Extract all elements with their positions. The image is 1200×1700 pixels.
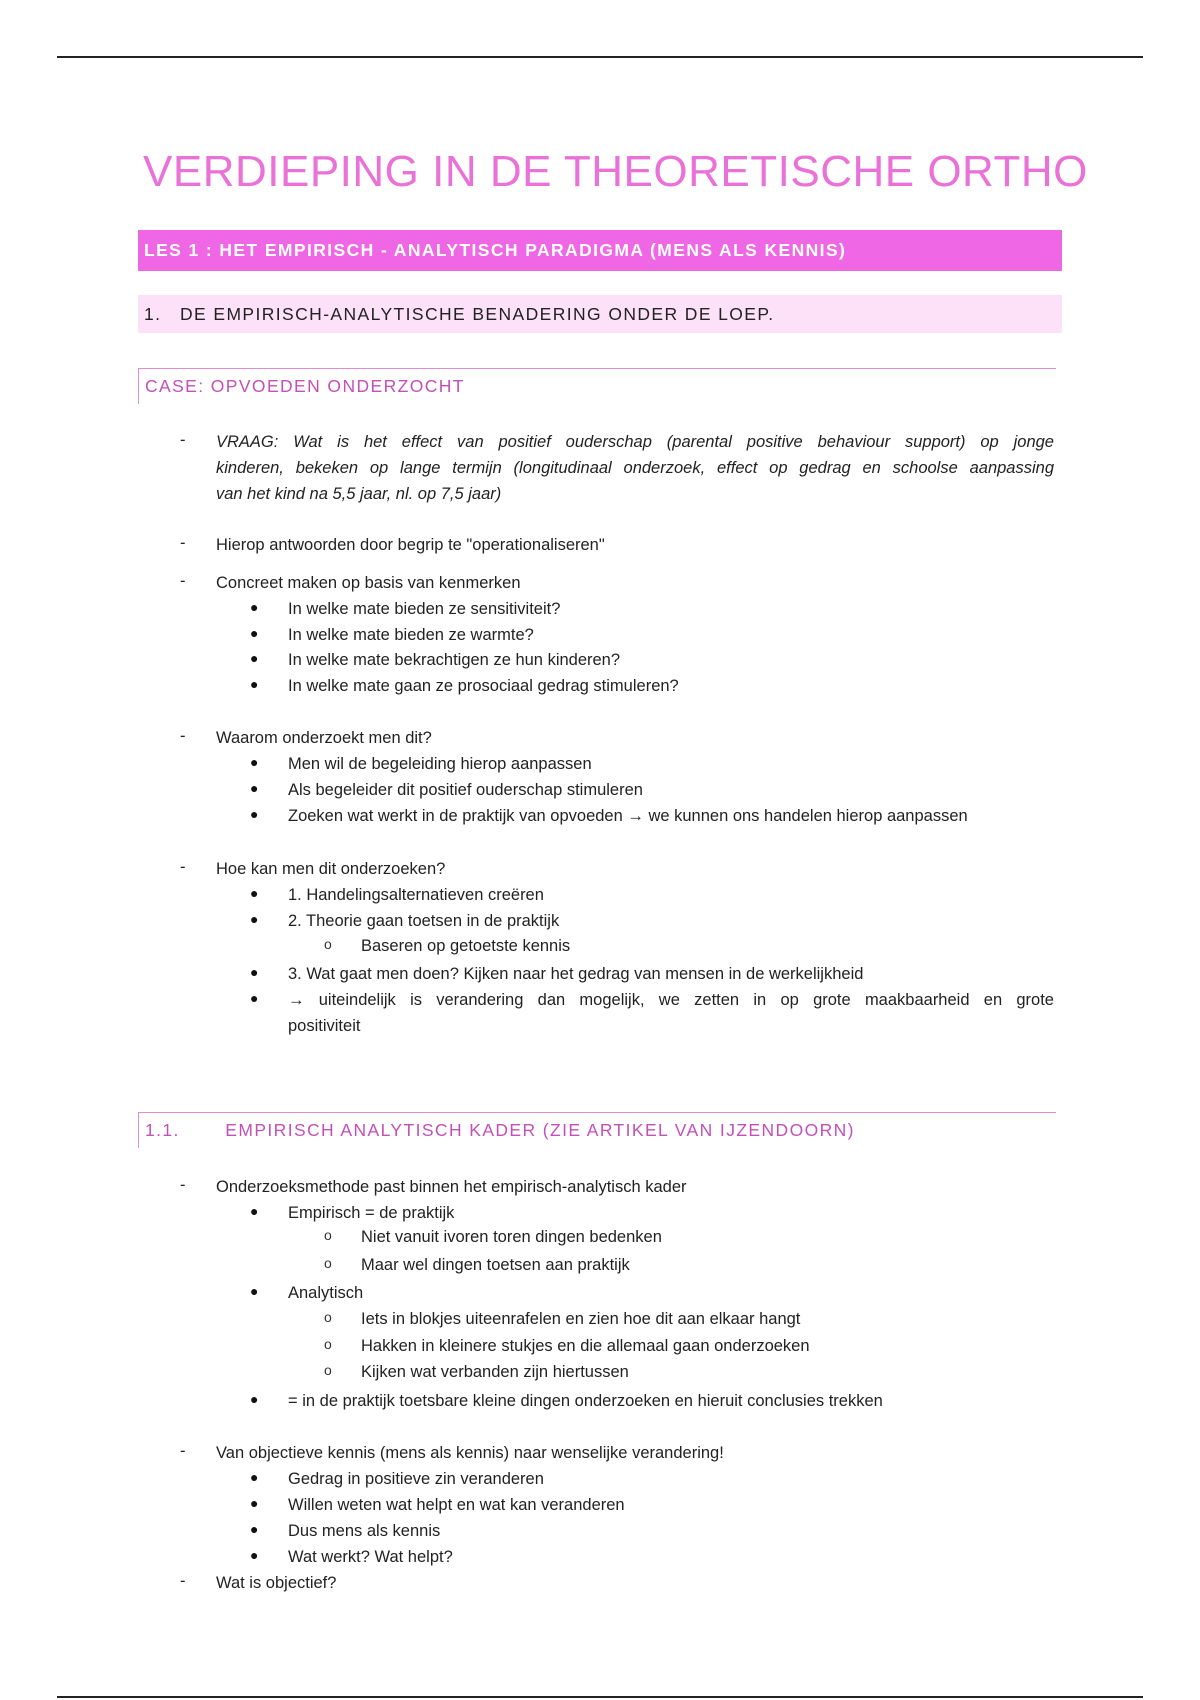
bullet-icon: ● [250, 911, 259, 927]
document-title: VERDIEPING IN DE THEORETISCHE ORTHO [143, 147, 1088, 196]
top-rule [57, 56, 1143, 58]
list-item: 3. Wat gaat men doen? Kijken naar het gedrag van mensen in de werkelijkheid [288, 965, 864, 983]
concreet-text: Concreet maken op basis van kenmerken [216, 574, 521, 592]
hoe-text: Hoe kan men dit onderzoeken? [216, 860, 446, 878]
list-item: Dus mens als kennis [288, 1522, 441, 1540]
dash-marker: - [180, 431, 186, 449]
list-item: Wat werkt? Wat helpt? [288, 1548, 453, 1566]
case-heading: CASE: OPVOEDEN ONDERZOCHT [138, 368, 1056, 404]
bullet-icon: ● [250, 885, 259, 901]
bullet-icon: ● [250, 676, 259, 692]
bullet-icon: ● [250, 1469, 259, 1485]
list-item: Willen weten wat helpt en wat kan veranderen [288, 1496, 625, 1514]
bullet-icon: ● [250, 780, 259, 796]
bullet-icon: ● [250, 1521, 259, 1537]
bullet-icon: ● [250, 1495, 259, 1511]
bullet-icon: ● [250, 990, 259, 1006]
dash-marker: - [180, 1176, 186, 1194]
bullet-icon: ● [250, 1283, 259, 1299]
waarom-text: Waarom onderzoekt men dit? [216, 729, 432, 747]
circle-bullet-icon: o [324, 1227, 332, 1243]
vraag-line-3: van het kind na 5,5 jaar, nl. op 7,5 jaar) [216, 485, 502, 503]
circle-bullet-icon: o [324, 936, 332, 952]
list-item: 1. Handelingsalternatieven creëren [288, 886, 544, 904]
les-heading: LES 1 : HET EMPIRISCH - ANALYTISCH PARADIGMA (MENS ALS KENNIS) [138, 230, 1062, 271]
sub-list-item: Baseren op getoetste kennis [361, 937, 571, 955]
list-item: Zoeken wat werkt in de praktijk van opvoeden → we kunnen ons handelen hierop aanpassen [288, 807, 968, 825]
objectief-text: Van objectieve kennis (mens als kennis) naar wenselijke verandering! [216, 1444, 724, 1462]
section-1-1-title: EMPIRISCH ANALYTISCH KADER (ZIE ARTIKEL VAN IJZENDOORN) [225, 1120, 855, 1140]
list-item: Empirisch = de praktijk [288, 1204, 455, 1222]
bullet-icon: ● [250, 964, 259, 980]
bullet-icon: ● [250, 1203, 259, 1219]
sub-list-item: Iets in blokjes uiteenrafelen en zien hoe dit aan elkaar hangt [361, 1310, 801, 1328]
onderzoeksmethode-text: Onderzoeksmethode past binnen het empirisch-analytisch kader [216, 1178, 687, 1196]
section-1-1-number: 1.1. [145, 1120, 180, 1140]
section-1-number: 1. [144, 303, 162, 324]
vraag-line-2: kinderen, bekeken op lange termijn (longitudinaal onderzoek, effect op gedrag en schoolse aanpassing [216, 459, 1054, 477]
list-item: Als begeleider dit positief ouderschap stimuleren [288, 781, 643, 799]
list-item: In welke mate bieden ze warmte? [288, 626, 534, 644]
bullet-icon: ● [250, 1391, 259, 1407]
sub-list-item: Hakken in kleinere stukjes en die allemaal gaan onderzoeken [361, 1337, 810, 1355]
bullet-icon: ● [250, 806, 259, 822]
list-item: In welke mate bekrachtigen ze hun kinderen? [288, 651, 621, 669]
dash-marker: - [180, 727, 186, 745]
sub-list-item: Kijken wat verbanden zijn hiertussen [361, 1363, 629, 1381]
list-item-continuation: positiviteit [288, 1017, 361, 1035]
circle-bullet-icon: o [324, 1336, 332, 1352]
bullet-icon: ● [250, 625, 259, 641]
dash-marker: - [180, 572, 186, 590]
wat-objectief-text: Wat is objectief? [216, 1574, 337, 1592]
list-item: Analytisch [288, 1284, 364, 1302]
list-item: Gedrag in positieve zin veranderen [288, 1470, 544, 1488]
hierop-text: Hierop antwoorden door begrip te "operationaliseren" [216, 536, 605, 554]
section-1-title: DE EMPIRISCH-ANALYTISCHE BENADERING ONDER DE LOEP. [180, 303, 775, 324]
bullet-icon: ● [250, 1547, 259, 1563]
sub-list-item: Maar wel dingen toetsen aan praktijk [361, 1256, 630, 1274]
list-item: 2. Theorie gaan toetsen in de praktijk [288, 912, 560, 930]
list-item: Men wil de begeleiding hierop aanpassen [288, 755, 592, 773]
list-item: = in de praktijk toetsbare kleine dingen onderzoeken en hieruit conclusies trekken [288, 1392, 883, 1410]
circle-bullet-icon: o [324, 1362, 332, 1378]
section-1-1-heading [138, 1112, 1056, 1148]
bullet-icon: ● [250, 650, 259, 666]
bullet-icon: ● [250, 599, 259, 615]
dash-marker: - [180, 1572, 186, 1590]
dash-marker: - [180, 1442, 186, 1460]
circle-bullet-icon: o [324, 1255, 332, 1271]
list-item: In welke mate gaan ze prosociaal gedrag stimuleren? [288, 677, 679, 695]
bottom-rule [57, 1696, 1143, 1698]
circle-bullet-icon: o [324, 1309, 332, 1325]
section-1-heading [138, 295, 1062, 333]
dash-marker: - [180, 858, 186, 876]
list-item: In welke mate bieden ze sensitiviteit? [288, 600, 561, 618]
sub-list-item: Niet vanuit ivoren toren dingen bedenken [361, 1228, 662, 1246]
vraag-line-1: VRAAG: Wat is het effect van positief ouderschap (parental positive behaviour support) op jonge [216, 433, 1054, 451]
list-item: → uiteindelijk is verandering dan mogelijk, we zetten in op grote maakbaarheid en grote [288, 991, 1054, 1009]
dash-marker: - [180, 534, 186, 552]
bullet-icon: ● [250, 754, 259, 770]
